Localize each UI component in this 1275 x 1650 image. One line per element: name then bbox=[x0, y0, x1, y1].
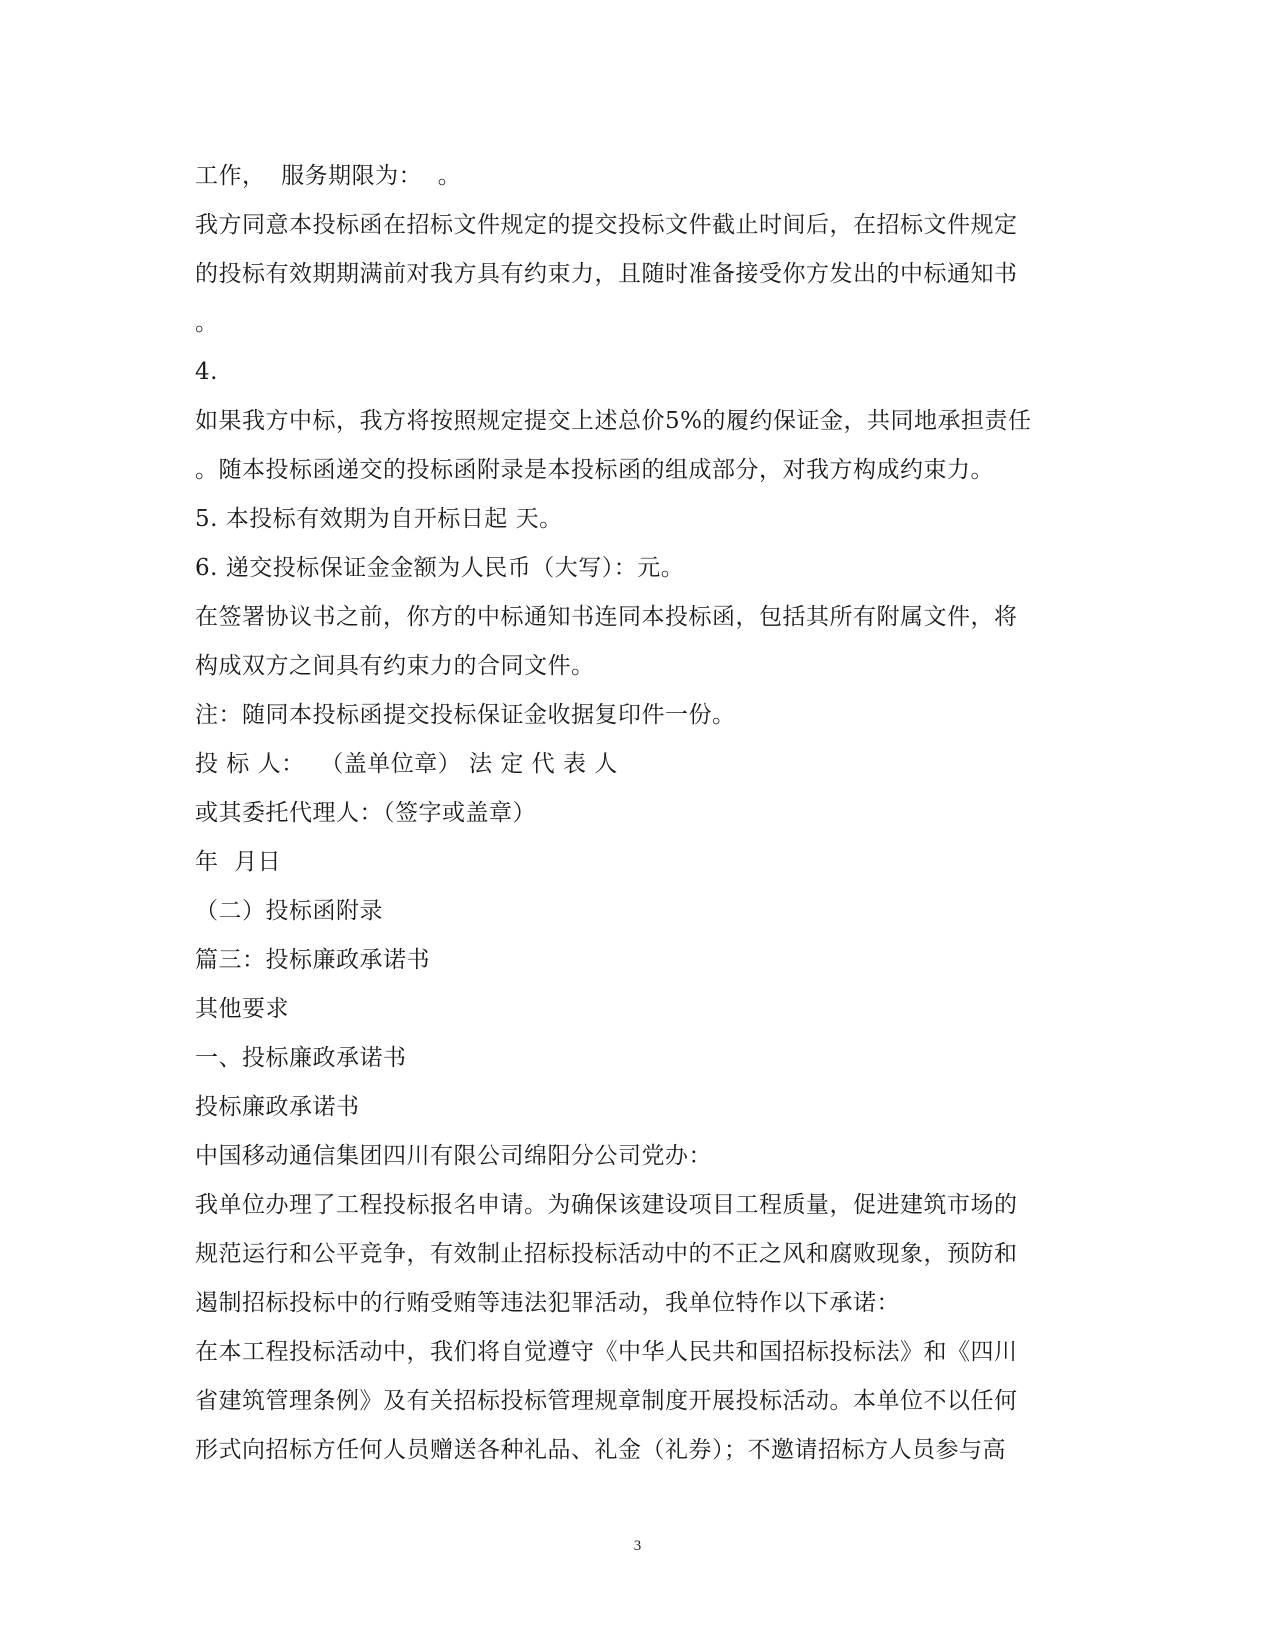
text-line: 投标廉政承诺书 bbox=[195, 1094, 360, 1120]
text-line: 我单位办理了工程投标报名申请。为确保该建设项目工程质量，促进建筑市场的 bbox=[195, 1192, 1018, 1218]
text-line: 规范运行和公平竞争，有效制止招标投标活动中的不正之风和腐败现象，预防和 bbox=[195, 1241, 1018, 1267]
text-line: 篇三：投标廉政承诺书 bbox=[195, 947, 430, 973]
text-line: 6. 递交投标保证金金额为人民币（大写）：元。 bbox=[195, 555, 685, 581]
text-line: 年 月日 bbox=[195, 849, 282, 875]
text-line: 的投标有效期期满前对我方具有约束力，且随时准备接受你方发出的中标通知书 bbox=[195, 261, 1018, 287]
text-line: （二）投标函附录 bbox=[195, 898, 383, 924]
text-line: 工作， 服务期限为： 。 bbox=[195, 163, 462, 189]
text-line: 在签署协议书之前，你方的中标通知书连同本投标函，包括其所有附属文件，将 bbox=[195, 604, 1018, 630]
text-line: 在本工程投标活动中，我们将自觉遵守《中华人民共和国招标投标法》和《四川 bbox=[195, 1339, 1018, 1365]
text-line: 。 bbox=[195, 310, 219, 336]
text-line: 中国移动通信集团四川有限公司绵阳分公司党办： bbox=[195, 1143, 712, 1169]
text-line: 我方同意本投标函在招标文件规定的提交投标文件截止时间后，在招标文件规定 bbox=[195, 212, 1018, 238]
body-text bbox=[195, 152, 1075, 1475]
text-line: 一、投标廉政承诺书 bbox=[195, 1045, 407, 1071]
text-line: 5. 本投标有效期为自开标日起 天。 bbox=[195, 506, 563, 532]
text-line: 其他要求 bbox=[195, 996, 289, 1022]
text-line: 投 标 人： （盖单位章） 法 定 代 表 人 bbox=[195, 751, 618, 777]
text-line: 如果我方中标，我方将按照规定提交上述总价5%的履约保证金，共同地承担责任 bbox=[195, 408, 1032, 434]
text-line: 。随本投标函递交的投标函附录是本投标函的组成部分，对我方构成约束力。 bbox=[195, 457, 994, 483]
text-line: 4. bbox=[195, 359, 218, 385]
page-number: 3 bbox=[633, 1538, 642, 1554]
text-line: 遏制招标投标中的行贿受贿等违法犯罪活动，我单位特作以下承诺： bbox=[195, 1290, 900, 1316]
text-line: 省建筑管理条例》及有关招标投标管理规章制度开展投标活动。本单位不以任何 bbox=[195, 1388, 1018, 1414]
text-line: 形式向招标方任何人员赠送各种礼品、礼金（礼券）；不邀请招标方人员参与高 bbox=[195, 1437, 1006, 1463]
text-line: 注：随同本投标函提交投标保证金收据复印件一份。 bbox=[195, 702, 736, 728]
text-line: 构成双方之间具有约束力的合同文件。 bbox=[195, 653, 595, 679]
text-line: 或其委托代理人：（签字或盖章） bbox=[195, 800, 536, 826]
